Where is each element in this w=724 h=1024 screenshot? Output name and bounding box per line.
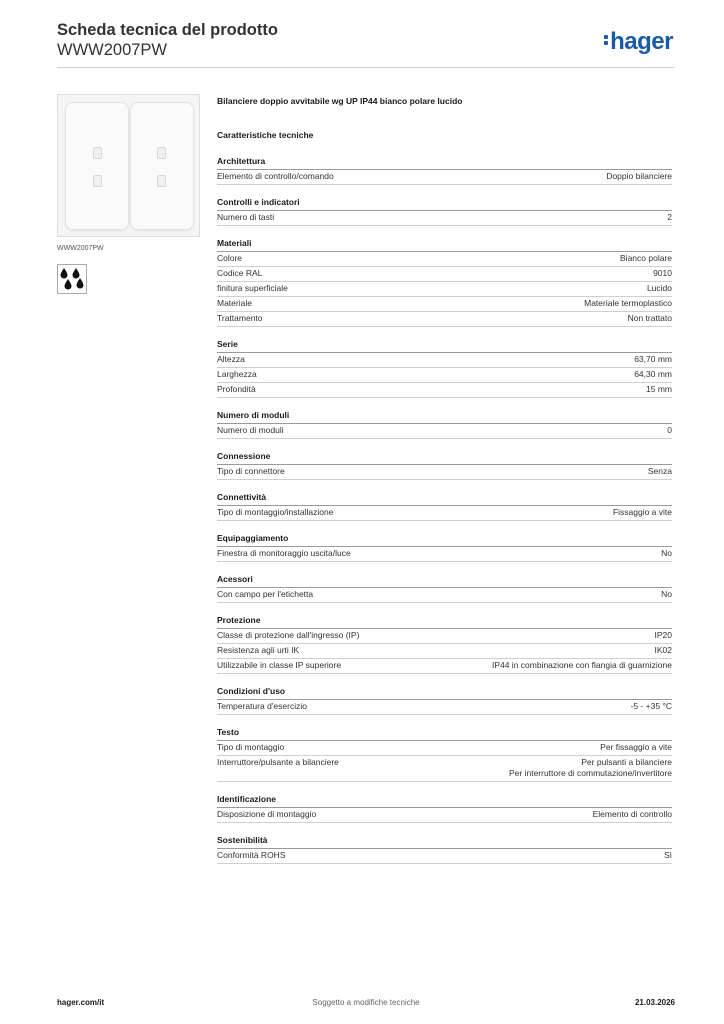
spec-value: [593, 809, 672, 820]
spec-value-line: IK02: [654, 645, 672, 655]
spec-label: Classe di protezione dall'ingresso (IP): [217, 630, 360, 640]
spec-value-line: No: [661, 589, 672, 599]
section-title: Numero di moduli: [217, 410, 672, 424]
spec-row: [217, 659, 672, 674]
spec-value: [667, 212, 672, 223]
spec-section: [217, 492, 672, 521]
spec-value: [600, 742, 672, 753]
product-code: WWW2007PW: [57, 41, 168, 59]
spec-label: Utilizzabile in classe IP superiore: [217, 660, 342, 670]
spec-label: Resistenza agli urti IK: [217, 645, 300, 655]
spec-content: [217, 96, 672, 876]
spec-value-line: Doppio bilanciere: [606, 171, 672, 181]
logo-text: hager: [610, 28, 673, 55]
spec-sections: [217, 156, 672, 864]
spec-value: [648, 466, 672, 477]
spec-label: Tipo di montaggio: [217, 742, 285, 752]
spec-label: Numero di moduli: [217, 425, 284, 435]
spec-value-line: Elemento di controllo: [592, 809, 672, 819]
spec-row: [217, 756, 672, 782]
section-title: Condizioni d'uso: [217, 686, 672, 700]
slot-icon: [93, 175, 102, 187]
spec-section: [217, 533, 672, 562]
rocker-left: [65, 102, 129, 230]
spec-value: [647, 283, 672, 294]
product-description: Bilanciere doppio avvitabile wg UP IP44 bianco polare lucido: [217, 96, 463, 106]
spec-row: [217, 465, 672, 480]
spec-value: [628, 313, 672, 324]
spec-value: [661, 548, 672, 559]
spec-row: [217, 506, 672, 521]
spec-label: Altezza: [217, 354, 245, 364]
section-title: Identificazione: [217, 794, 672, 808]
logo-dots-icon: [604, 33, 608, 47]
spec-value-line: 15 mm: [646, 384, 672, 394]
spec-label: Interruttore/pulsante a bilanciere: [217, 757, 339, 767]
spec-value: [661, 589, 672, 600]
spec-section: [217, 835, 672, 864]
spec-section: [217, 238, 672, 327]
spec-row: [217, 170, 672, 185]
spec-value: [492, 660, 672, 671]
header-divider: [57, 67, 675, 68]
spec-value-line: Fissaggio a vite: [612, 507, 672, 517]
section-title: Equipaggiamento: [217, 533, 672, 547]
spec-label: Materiale: [217, 298, 252, 308]
spec-row: [217, 424, 672, 439]
spec-label: Con campo per l'etichetta: [217, 589, 314, 599]
spec-row: [217, 282, 672, 297]
section-title: Architettura: [217, 156, 672, 170]
spec-row: [217, 700, 672, 715]
spec-value-line: 0: [667, 425, 672, 435]
spec-row: [217, 252, 672, 267]
spec-label: Temperatura d'esercizio: [217, 701, 307, 711]
spec-value-line: No: [661, 548, 672, 558]
image-caption: WWW2007PW: [57, 245, 104, 252]
spec-value-line: Bianco polare: [620, 253, 672, 263]
spec-row: [217, 741, 672, 756]
spec-section: [217, 156, 672, 185]
spec-value: [646, 384, 672, 395]
spec-section: [217, 686, 672, 715]
spec-value-line: Materiale termoplastico: [584, 298, 672, 308]
spec-section: [217, 197, 672, 226]
spec-row: [217, 297, 672, 312]
spec-value-line: IP44 in combinazione con flangia di guarnizione: [491, 660, 672, 670]
spec-value: [664, 850, 672, 861]
spec-row: [217, 644, 672, 659]
section-title: Materiali: [217, 238, 672, 252]
spec-label: Codice RAL: [217, 268, 263, 278]
spec-value: [634, 354, 672, 365]
footer-date: 21.03.2026: [634, 998, 675, 1007]
spec-value-line: Sì: [663, 850, 672, 860]
spec-section: [217, 727, 672, 782]
spec-section: [217, 451, 672, 480]
spec-value-line: Senza: [647, 466, 672, 476]
spec-value-line: 9010: [653, 268, 672, 278]
spec-value-line: -5 - +35 °C: [630, 701, 672, 711]
footer-note: Soggetto a modifiche tecniche: [312, 998, 420, 1007]
section-title: Protezione: [217, 615, 672, 629]
section-title: Connettività: [217, 492, 672, 506]
spec-label: Trattamento: [217, 313, 263, 323]
section-title: Controlli e indicatori: [217, 197, 672, 211]
section-title: Acessori: [217, 574, 672, 588]
page-header: [57, 20, 675, 60]
spec-label: finitura superficiale: [217, 283, 288, 293]
spec-label: Tipo di montaggio/installazione: [217, 507, 334, 517]
spec-value: [655, 630, 673, 641]
water-drops-icon: [57, 264, 87, 294]
spec-value: [667, 425, 672, 436]
spec-section: [217, 410, 672, 439]
spec-label: Finestra di monitoraggio uscita/luce: [217, 548, 351, 558]
spec-value: [631, 701, 672, 712]
spec-section: [217, 574, 672, 603]
spec-label: Profondità: [217, 384, 256, 394]
spec-row: [217, 808, 672, 823]
spec-value: [653, 268, 672, 279]
rocker-right: [130, 102, 194, 230]
spec-row: [217, 383, 672, 398]
spec-section: [217, 339, 672, 398]
hager-logo: [604, 28, 673, 56]
slot-icon: [157, 175, 166, 187]
spec-value-line: 64,30 mm: [634, 369, 672, 379]
spec-row: [217, 849, 672, 864]
spec-row: [217, 588, 672, 603]
product-image: [57, 94, 200, 237]
spec-value-line: Per pulsanti a bilanciere: [581, 757, 672, 767]
spec-value-line: Lucido: [646, 283, 672, 293]
spec-label: Larghezza: [217, 369, 257, 379]
slot-icon: [157, 147, 166, 159]
spec-value-line: Non trattato: [627, 313, 672, 323]
spec-section: [217, 794, 672, 823]
spec-value-line: IP20: [654, 630, 672, 640]
section-title: Connessione: [217, 451, 672, 465]
spec-value: [613, 507, 672, 518]
section-title: Serie: [217, 339, 672, 353]
spec-row: [217, 629, 672, 644]
spec-section: [217, 615, 672, 674]
spec-label: Elemento di controllo/comando: [217, 171, 334, 181]
spec-value: [634, 369, 672, 380]
spec-label: Tipo di connettore: [217, 466, 285, 476]
spec-label: Disposizione di montaggio: [217, 809, 317, 819]
footer-website: hager.com/it: [57, 998, 105, 1007]
spec-value: [584, 298, 672, 309]
document-title: Scheda tecnica del prodotto: [57, 21, 278, 39]
spec-row: [217, 353, 672, 368]
spec-label: Conformità ROHS: [217, 850, 286, 860]
spec-row: [217, 547, 672, 562]
section-title: Sostenibilità: [217, 835, 672, 849]
spec-value-line: 63,70 mm: [634, 354, 672, 364]
spec-label: Colore: [217, 253, 243, 263]
slot-icon: [93, 147, 102, 159]
spec-value: [620, 253, 672, 264]
spec-row: [217, 368, 672, 383]
spec-label: Numero di tasti: [217, 212, 275, 222]
spec-value-line: Per interruttore di commutazione/invertitore: [509, 768, 672, 778]
spec-value-line: Per fissaggio a vite: [600, 742, 672, 752]
spec-row: [217, 211, 672, 226]
spec-value: [606, 171, 672, 182]
section-title: Testo: [217, 727, 672, 741]
spec-value: [509, 757, 672, 779]
spec-row: [217, 267, 672, 282]
spec-row: [217, 312, 672, 327]
spec-value: [655, 645, 673, 656]
spec-value-line: 2: [667, 212, 672, 222]
characteristics-title: Caratteristiche tecniche: [217, 130, 314, 140]
